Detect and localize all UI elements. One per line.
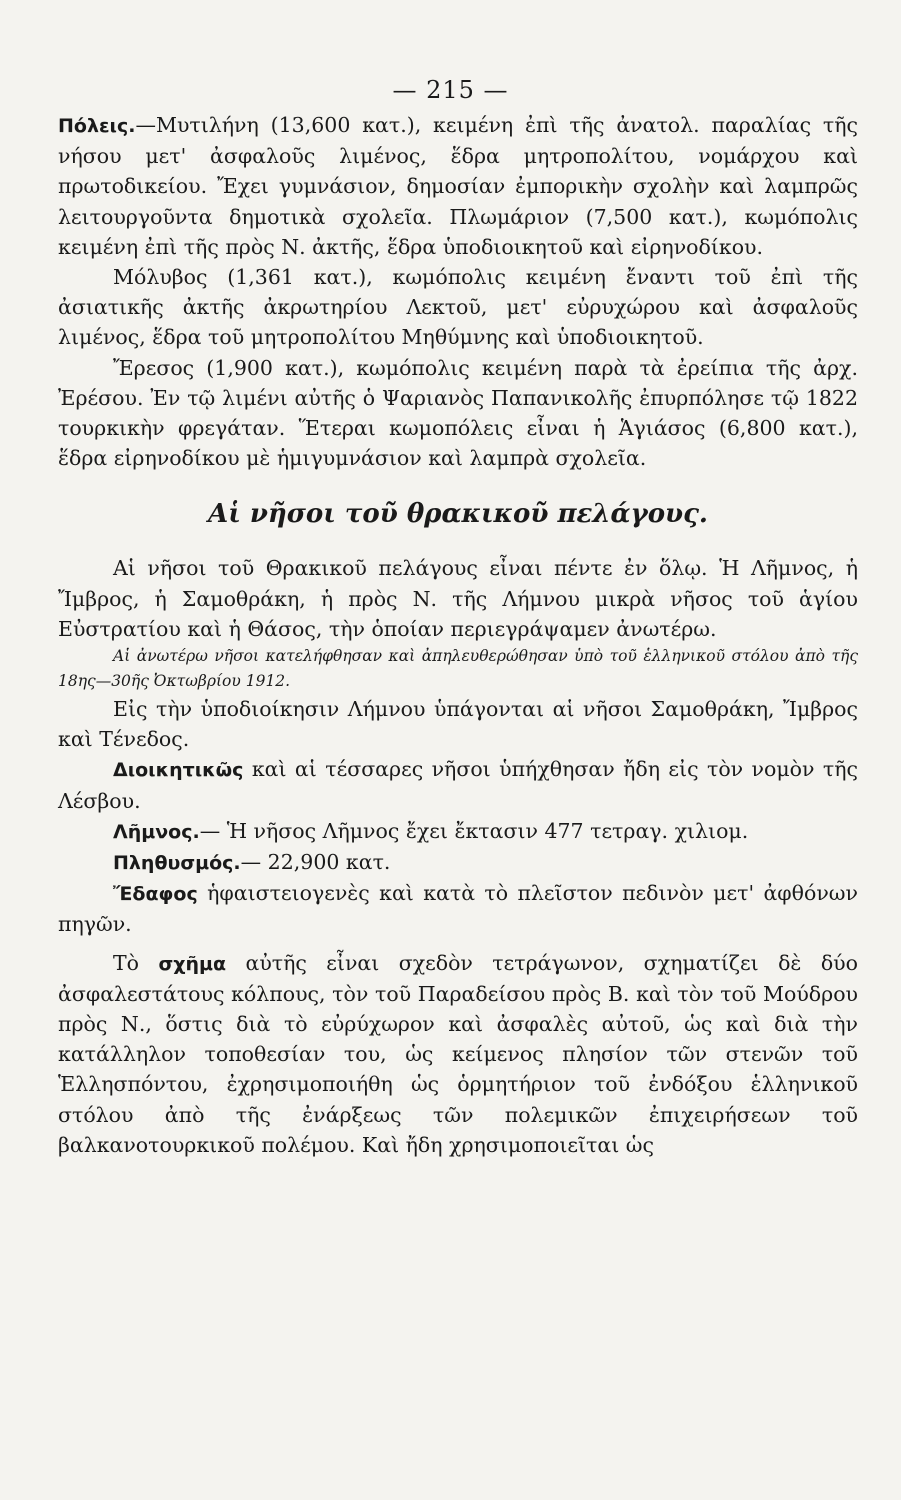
footnote-liberation: Αἱ ἀνωτέρω νῆσοι κατελήφθησαν καὶ ἀπηλευθερώθησαν ὑπὸ τοῦ ἑλληνικοῦ στόλου ἀπὸ τῆς 18ης—30ῆς Ὀκτωβρίου 1912. xyxy=(58,647,858,691)
paragraph-edafos xyxy=(58,878,858,939)
label-limnos: Λῆμνος. xyxy=(113,820,200,843)
text-poleis: —Μυτιλήνη (13,600 κατ.), κειμένη ἐπὶ τῆς ἀνατολ. παραλίας τῆς νήσου μετ' ἀσφαλοῦς λιμένος, ἕδρα μητροπολίτου, νομάρχου καὶ πρωτοδικείου. Ἔχει γυμνάσιον, δημοσίαν ἐμπορικὴν σχολὴν καὶ λαμπρῶς λειτουργοῦντα δημοτικὰ σχολεῖα. Πλωμάριον (7,500 κατ.), κωμόπολις κειμένη ἐπὶ τῆς πρὸς Ν. ἀκτῆς, ἕδρα ὑποδιοικητοῦ καὶ εἰρηνοδίκου. xyxy=(58,113,858,259)
label-schima: σχῆμα xyxy=(158,952,227,975)
paragraph-eresos: Ἔρεσος (1,900 κατ.), κωμόπολις κειμένη παρὰ τὰ ἐρείπια τῆς ἀρχ. Ἐρέσου. Ἐν τῷ λιμένι αὐτῆς ὁ Ψαριανὸς Παπανικολῆς ἐπυρπόλησε τῷ 1822 τουρκικὴν φρεγάταν. Ἕτεραι κωμοπόλεις εἶναι ἡ Ἁγιάσος (6,800 κατ.), ἕδρα εἰρηνοδίκου μὲ ἡμιγυμνάσιον καὶ λαμπρὰ σχολεῖα. xyxy=(58,355,858,471)
label-poleis: Πόλεις. xyxy=(58,115,136,137)
paragraph-schima xyxy=(58,948,858,1160)
paragraph-limnos xyxy=(58,816,858,847)
text-edafos: ἡφαιστειογενὲς καὶ κατὰ τὸ πλεῖστον πεδινὸν μετ' ἀφθόνων πηγῶν. xyxy=(58,881,858,937)
page-number: — 215 — xyxy=(392,76,509,104)
paragraph-dioikitikos xyxy=(58,754,858,815)
text-plithysmos: — 22,900 κατ. xyxy=(240,850,391,875)
section-heading: Αἱ νῆσοι τοῦ θρακικοῦ πελάγους. xyxy=(208,499,708,530)
text-limnos: — Ἡ νῆσος Λῆμνος ἔχει ἔκτασιν 477 τετραγ. χιλιομ. xyxy=(199,818,749,843)
text-schima-pre: Τὸ xyxy=(113,950,140,975)
paragraph-nesoi: Αἱ νῆσοι τοῦ Θρακικοῦ πελάγους εἶναι πέντε ἐν ὅλῳ. Ἡ Λῆμνος, ἡ Ἴμβρος, ἡ Σαμοθράκη, ἡ πρὸς Ν. τῆς Λήμνου μικρὰ νῆσος τοῦ ἁγίου Εὐστρατίου καὶ ἡ Θάσος, τὴν ὁποίαν περιεγράψαμεν ἀνωτέρω. xyxy=(58,556,858,641)
label-dioikitikos: Διοικητικῶς xyxy=(113,759,244,782)
paragraph-hypodioikesis: Εἰς τὴν ὑποδιοίκησιν Λήμνου ὑπάγονται αἱ νῆσοι Σαμοθράκη, Ἴμβρος καὶ Τένεδος. xyxy=(58,697,858,752)
paragraph-plithysmos xyxy=(58,847,858,878)
text-schima: αὐτῆς εἶναι σχεδὸν τετράγωνον, σχηματίζει δὲ δύο ἀσφαλεστάτους κόλπους, τὸν τοῦ Παραδείσου πρὸς Β. καὶ τὸν τοῦ Μούδρου πρὸς Ν., ὅστις διὰ τὸ εὐρύχωρον καὶ ἀσφαλὲς αὐτοῦ, ὡς καὶ διὰ τὴν κατάλληλον τοποθεσίαν του, ὡς κείμενος πλησίον τῶν στενῶν τοῦ Ἑλλησπόντου, ἐχρησιμοποιήθη ὡς ὁρμητήριον τοῦ ἐνδόξου ἑλληνικοῦ στόλου ἀπὸ τῆς ἐνάρξεως τῶν πολεμικῶν ἐπιχειρήσεων τοῦ βαλκανοτουρκικοῦ πολέμου. Καὶ ἤδη χρησιμοποιεῖται ὡς xyxy=(58,950,858,1157)
text-dioikitikos: καὶ αἱ τέσσαρες νῆσοι ὑπήχθησαν ἤδη εἰς τὸν νομὸν τῆς Λέσβου. xyxy=(58,757,858,813)
paragraph-poleis xyxy=(58,110,858,262)
label-edafos: Ἔδαφος xyxy=(113,883,198,906)
label-plithysmos: Πληθυσμός. xyxy=(113,852,241,875)
paragraph-molyvos: Μόλυβος (1,361 κατ.), κωμόπολις κειμένη ἔναντι τοῦ ἐπὶ τῆς ἀσιατικῆς ἀκτῆς ἀκρωτηρίου Λεκτοῦ, μετ' εὐρυχώρου καὶ ἀσφαλοῦς λιμένος, ἕδρα τοῦ μητροπολίτου Μηθύμνης καὶ ὑποδιοικητοῦ. xyxy=(58,265,858,350)
spacer xyxy=(58,940,858,948)
page-body xyxy=(58,110,858,1160)
